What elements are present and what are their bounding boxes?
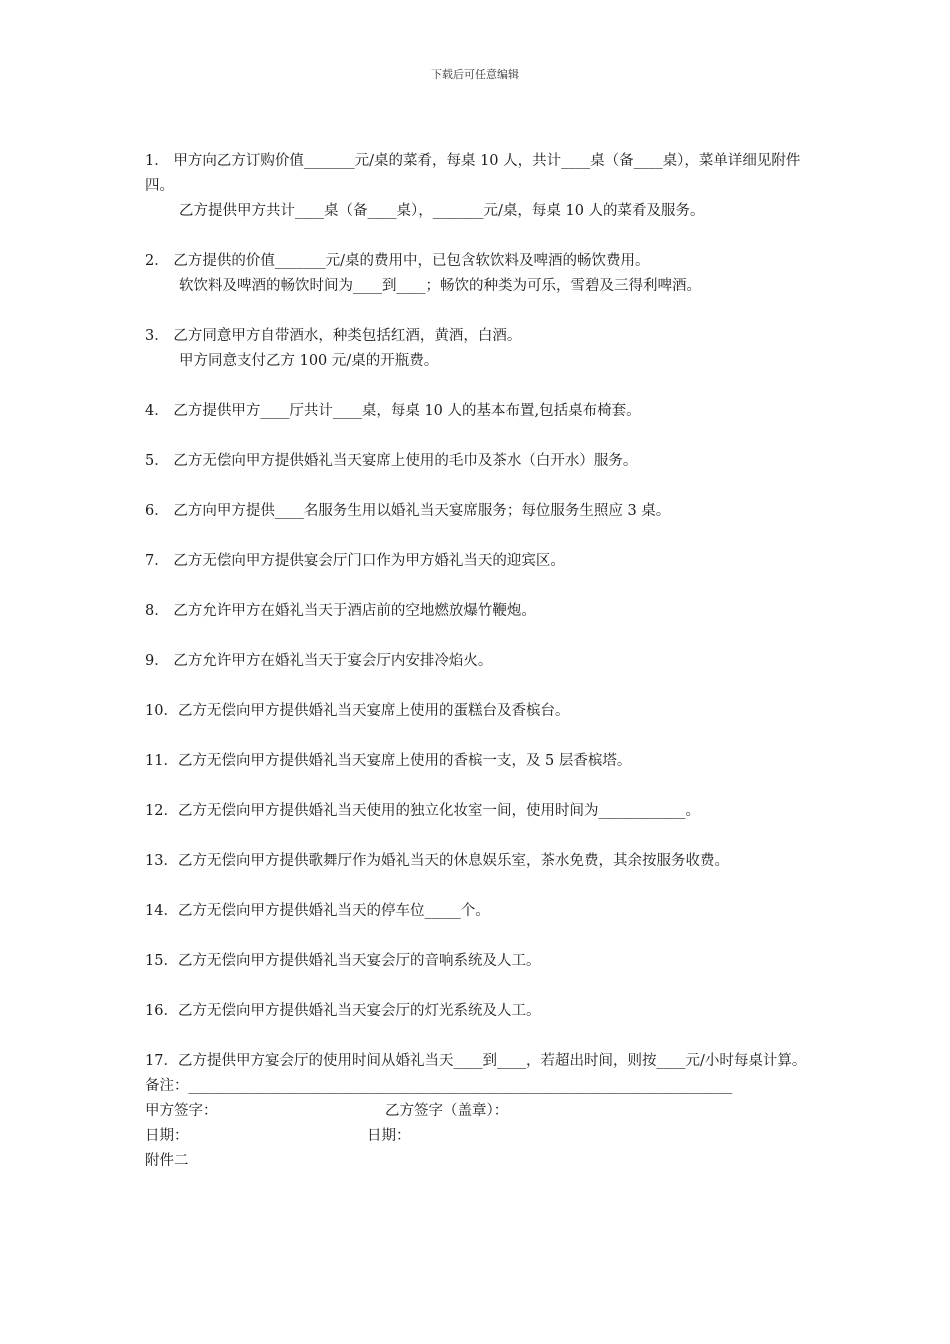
clause-2 (145, 249, 810, 299)
clause-text: 12．乙方无偿向甲方提供婚礼当天使用的独立化妆室一间，使用时间为____________。 (145, 803, 700, 819)
clause-13 (145, 849, 810, 874)
clause-1 (145, 149, 810, 224)
clause-subtext: 软饮料及啤酒的畅饮时间为____到____；畅饮的种类为可乐，雪碧及三得利啤酒。 (179, 278, 701, 294)
party-b-signature-label: 乙方签字（盖章）： (385, 1103, 509, 1119)
clause-text: 5． 乙方无偿向甲方提供婚礼当天宴席上使用的毛巾及茶水（白开水）服务。 (145, 453, 638, 469)
page-header: 下载后可任意编辑 (431, 68, 519, 81)
clause-text: 11．乙方无偿向甲方提供婚礼当天宴席上使用的香槟一支，及 5 层香槟塔。 (145, 753, 632, 769)
clause-subtext: 乙方提供甲方共计____桌（备____桌），_______元/桌，每桌 10 人的菜肴及服务。 (179, 203, 705, 219)
clause-text: 7． 乙方无偿向甲方提供宴会厅门口作为甲方婚礼当天的迎宾区。 (145, 553, 565, 569)
clause-text: 6． 乙方向甲方提供____名服务生用以婚礼当天宴席服务；每位服务生照应 3 桌。 (145, 503, 671, 519)
party-a-signature-label: 甲方签字： (145, 1103, 218, 1119)
clause-text: 3． 乙方同意甲方自带酒水，种类包括红酒，黄酒，白酒。 (145, 328, 522, 344)
clause-8 (145, 599, 810, 624)
clause-9 (145, 649, 810, 674)
clause-7 (145, 549, 810, 574)
clause-text: 4． 乙方提供甲方____厅共计____桌，每桌 10 人的基本布置,包括桌布椅套。 (145, 403, 641, 419)
party-b-date-label: 日期： (367, 1128, 411, 1144)
clause-10 (145, 699, 810, 724)
appendix-label: 附件二 (145, 1153, 189, 1169)
clause-text: 1． 甲方向乙方订购价值_______元/桌的菜肴，每桌 10 人，共计____桌（备____桌），菜单详细见附件四。 (145, 153, 801, 194)
clause-17 (145, 1049, 810, 1074)
clause-text: 2． 乙方提供的价值_______元/桌的费用中，已包含软饮料及啤酒的畅饮费用。 (145, 253, 650, 269)
clause-text: 13．乙方无偿向甲方提供歌舞厅作为婚礼当天的休息娱乐室，茶水免费，其余按服务收费。 (145, 853, 729, 869)
clause-text: 14．乙方无偿向甲方提供婚礼当天的停车位_____个。 (145, 903, 490, 919)
clause-6 (145, 499, 810, 524)
clause-text: 17．乙方提供甲方宴会厅的使用时间从婚礼当天____到____，若超出时间，则按____元/小时每桌计算。 (145, 1053, 807, 1069)
clause-5 (145, 449, 810, 474)
clause-3 (145, 324, 810, 374)
clause-11 (145, 749, 810, 774)
date-row (145, 1124, 810, 1149)
clause-12 (145, 799, 810, 824)
clause-14 (145, 899, 810, 924)
clause-text: 16．乙方无偿向甲方提供婚礼当天宴会厅的灯光系统及人工。 (145, 1003, 541, 1019)
clause-16 (145, 999, 810, 1024)
clause-text: 8． 乙方允许甲方在婚礼当天于酒店前的空地燃放爆竹鞭炮。 (145, 603, 536, 619)
signature-row (145, 1099, 810, 1124)
clause-text: 10．乙方无偿向甲方提供婚礼当天宴席上使用的蛋糕台及香槟台。 (145, 703, 570, 719)
clause-15 (145, 949, 810, 974)
clause-subtext: 甲方同意支付乙方 100 元/桌的开瓶费。 (179, 353, 439, 369)
remarks-line: 备注：___________________________________________________________________________ (145, 1078, 733, 1094)
clause-4 (145, 399, 810, 424)
party-a-date-label: 日期： (145, 1128, 189, 1144)
clause-text: 15．乙方无偿向甲方提供婚礼当天宴会厅的音响系统及人工。 (145, 953, 541, 969)
contract-body (145, 149, 810, 1174)
clause-text: 9． 乙方允许甲方在婚礼当天于宴会厅内安排冷焰火。 (145, 653, 493, 669)
